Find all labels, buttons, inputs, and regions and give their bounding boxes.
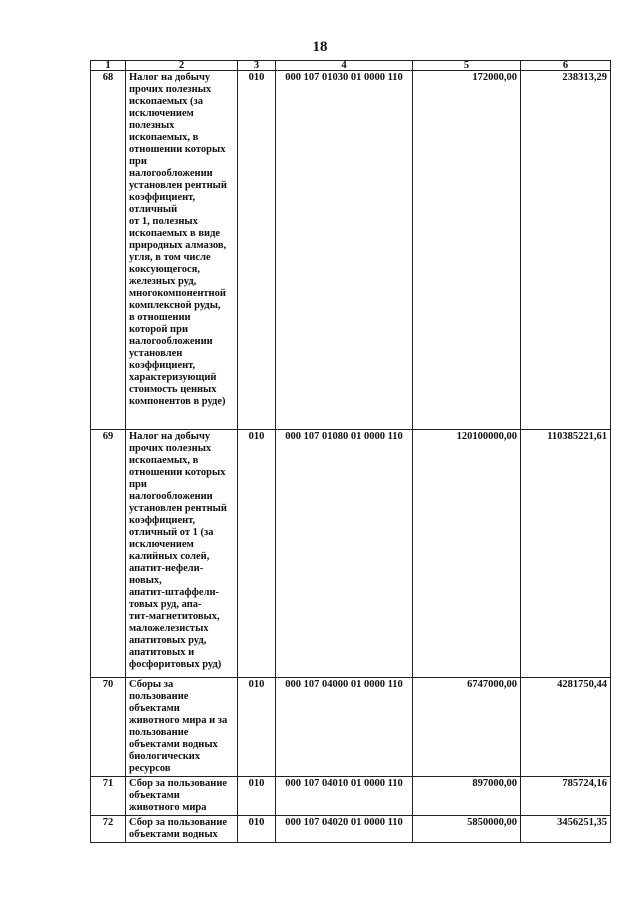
row-amount-6: 3456251,35 bbox=[521, 816, 611, 843]
row-name-line: в отношении bbox=[129, 312, 191, 323]
column-header-1: 1 bbox=[91, 61, 126, 71]
row-name-line: Сбор за пользование bbox=[129, 817, 228, 828]
row-amount-6: 785724,16 bbox=[521, 777, 611, 816]
row-name-line: отличный от 1 (за bbox=[129, 527, 214, 538]
row-name-line: ископаемых, в bbox=[129, 455, 199, 466]
row-name bbox=[126, 816, 238, 843]
row-name-line: фосфоритовых руд) bbox=[129, 659, 222, 670]
row-name-line: коэффициент, bbox=[129, 515, 196, 526]
row-name bbox=[126, 430, 238, 678]
row-amount-5: 6747000,00 bbox=[413, 678, 521, 777]
row-name-line: апатит-штаффели- bbox=[129, 587, 220, 598]
header-row bbox=[91, 61, 611, 71]
row-name-line: Сборы за bbox=[129, 679, 174, 690]
row-name-line: ресурсов bbox=[129, 763, 171, 774]
row-name-line: ископаемых, в bbox=[129, 132, 199, 143]
row-number: 70 bbox=[91, 678, 126, 777]
row-name-line: маложелезистых bbox=[129, 623, 209, 634]
budget-table bbox=[90, 60, 611, 843]
row-amount-6: 238313,29 bbox=[521, 71, 611, 430]
row-name-line: угля, в том числе bbox=[129, 252, 211, 263]
row-number: 72 bbox=[91, 816, 126, 843]
table-row bbox=[91, 816, 611, 843]
row-code-4: 000 107 04020 01 0000 110 bbox=[276, 816, 413, 843]
row-name-line: железных руд, bbox=[129, 276, 197, 287]
column-header-6: 6 bbox=[521, 61, 611, 71]
row-code-3: 010 bbox=[238, 430, 276, 678]
row-amount-5: 172000,00 bbox=[413, 71, 521, 430]
row-name-line: которой при bbox=[129, 324, 188, 335]
row-name-line: природных алмазов, bbox=[129, 240, 227, 251]
row-number: 68 bbox=[91, 71, 126, 430]
row-code-4: 000 107 01030 01 0000 110 bbox=[276, 71, 413, 430]
table-row bbox=[91, 777, 611, 816]
row-name-line: налогообложении bbox=[129, 491, 213, 502]
row-name-line: апатит-нефели- bbox=[129, 563, 204, 574]
row-name-line: пользование bbox=[129, 727, 189, 738]
row-code-3: 010 bbox=[238, 678, 276, 777]
row-code-4: 000 107 01080 01 0000 110 bbox=[276, 430, 413, 678]
row-code-3: 010 bbox=[238, 71, 276, 430]
column-header-4: 4 bbox=[276, 61, 413, 71]
row-name-line: прочих полезных bbox=[129, 84, 212, 95]
row-name-line: комплексной руды, bbox=[129, 300, 221, 311]
row-amount-5: 5850000,00 bbox=[413, 816, 521, 843]
table-row bbox=[91, 71, 611, 430]
table-row bbox=[91, 678, 611, 777]
row-name-line: коксующегося, bbox=[129, 264, 200, 275]
row-name-line: биологических bbox=[129, 751, 201, 762]
row-name bbox=[126, 71, 238, 430]
row-name-line: установлен рентный bbox=[129, 503, 227, 514]
row-name-line: Сбор за пользование bbox=[129, 778, 228, 789]
row-name-line: отличный bbox=[129, 204, 178, 215]
row-code-3: 010 bbox=[238, 777, 276, 816]
row-name-line: характеризующий bbox=[129, 372, 217, 383]
row-name-line: компонентов в руде) bbox=[129, 396, 226, 407]
row-amount-5: 897000,00 bbox=[413, 777, 521, 816]
row-name bbox=[126, 777, 238, 816]
table-body bbox=[91, 71, 611, 843]
row-name-line: объектами bbox=[129, 703, 180, 714]
row-name-line: объектами bbox=[129, 790, 180, 801]
row-name-line: исключением bbox=[129, 539, 194, 550]
row-name-line: установлен рентный bbox=[129, 180, 227, 191]
row-name-line: калийных солей, bbox=[129, 551, 210, 562]
row-name-line: прочих полезных bbox=[129, 443, 212, 454]
row-name-line: коэффициент, bbox=[129, 192, 196, 203]
row-name-line: тит-магнетитовых, bbox=[129, 611, 220, 622]
row-name-line: налогообложении bbox=[129, 336, 213, 347]
row-amount-5: 120100000,00 bbox=[413, 430, 521, 678]
row-number: 69 bbox=[91, 430, 126, 678]
row-name-line: многокомпонентной bbox=[129, 288, 226, 299]
page-number: 18 bbox=[312, 39, 328, 55]
table-row bbox=[91, 430, 611, 678]
row-name-line: ископаемых (за bbox=[129, 96, 204, 107]
column-header-5: 5 bbox=[413, 61, 521, 71]
row-name bbox=[126, 678, 238, 777]
row-name-line: стоимость ценных bbox=[129, 384, 217, 395]
row-name-line: апатитовых и bbox=[129, 647, 195, 658]
row-amount-6: 4281750,44 bbox=[521, 678, 611, 777]
row-name-line: установлен bbox=[129, 348, 183, 359]
row-name-line: отношении которых bbox=[129, 144, 226, 155]
row-name-line: исключением bbox=[129, 108, 194, 119]
row-name-line: при bbox=[129, 479, 147, 490]
row-code-4: 000 107 04000 01 0000 110 bbox=[276, 678, 413, 777]
row-name-line: Налог на добычу bbox=[129, 431, 211, 442]
row-code-3: 010 bbox=[238, 816, 276, 843]
row-number: 71 bbox=[91, 777, 126, 816]
row-code-4: 000 107 04010 01 0000 110 bbox=[276, 777, 413, 816]
row-name-line: объектами водных bbox=[129, 739, 218, 750]
row-name-line: Налог на добычу bbox=[129, 72, 211, 83]
row-name-line: отношении которых bbox=[129, 467, 226, 478]
row-name-line: объектами водных bbox=[129, 829, 218, 840]
row-name-line: налогообложении bbox=[129, 168, 213, 179]
row-name-line: товых руд, апа- bbox=[129, 599, 202, 610]
column-header-2: 2 bbox=[126, 61, 238, 71]
row-name-line: пользование bbox=[129, 691, 189, 702]
row-name-line: при bbox=[129, 156, 147, 167]
row-name-line: ископаемых в виде bbox=[129, 228, 221, 239]
row-name-line: животного мира bbox=[129, 802, 207, 813]
row-name-line: животного мира и за bbox=[129, 715, 228, 726]
row-name-line: от 1, полезных bbox=[129, 216, 198, 227]
row-name-line: новых, bbox=[129, 575, 162, 586]
row-amount-6: 110385221,61 bbox=[521, 430, 611, 678]
row-name-line: коэффициент, bbox=[129, 360, 196, 371]
row-name-line: апатитовых руд, bbox=[129, 635, 207, 646]
column-header-3: 3 bbox=[238, 61, 276, 71]
row-name-line: полезных bbox=[129, 120, 175, 131]
